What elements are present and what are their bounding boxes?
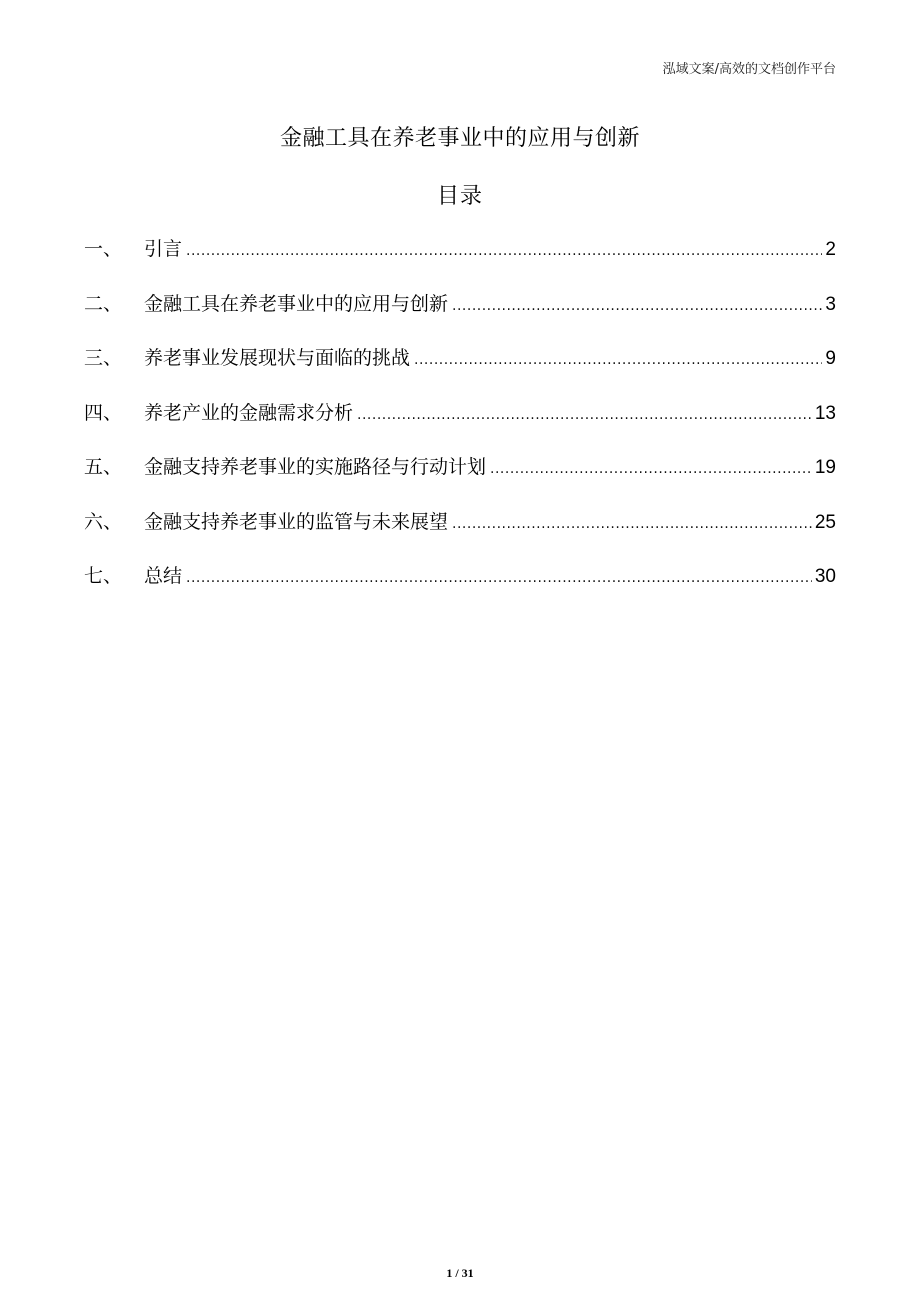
toc-entry-title[interactable]: 金融支持养老事业的实施路径与行动计划 [144,456,487,478]
toc-entry-number: 二、 [84,292,123,315]
toc-entry-number: 一、 [84,238,123,260]
page-header-text: 泓域文案/高效的文档创作平台 [662,62,836,77]
toc-entry-page[interactable]: 25 [814,511,836,533]
toc-entry-title[interactable]: 金融支持养老事业的监管与未来展望 [144,510,449,533]
toc-entry-title[interactable]: 总结 [144,565,183,587]
toc-entry-2[interactable] [84,289,836,344]
table-of-contents [84,234,836,616]
toc-heading: 目录 [436,184,483,209]
toc-entry-3[interactable] [84,343,836,398]
toc-entry-page[interactable]: 3 [825,293,836,315]
page-number-indicator: 1 / 31 [446,1266,474,1280]
toc-dot-leader [490,461,812,477]
toc-entry-title[interactable]: 引言 [144,238,183,260]
toc-entry-title[interactable]: 金融工具在养老事业中的应用与创新 [144,292,449,315]
toc-entry-4[interactable] [84,398,836,453]
toc-entry-page[interactable]: 2 [825,239,836,260]
toc-entry-page[interactable]: 9 [825,348,836,369]
toc-entry-6[interactable] [84,507,836,562]
toc-entry-number: 六、 [84,510,123,533]
toc-dot-leader [452,516,812,532]
document-title: 金融工具在养老事业中的应用与创新 [279,126,640,151]
toc-entry-5[interactable] [84,452,836,507]
toc-dot-leader [414,352,822,368]
toc-entry-title[interactable]: 养老产业的金融需求分析 [144,401,354,424]
toc-dot-leader [357,407,812,423]
toc-entry-number: 四、 [84,401,123,424]
toc-entry-page[interactable]: 13 [814,402,836,424]
toc-entry-page[interactable]: 19 [814,457,836,478]
toc-dot-leader [452,298,822,314]
toc-dot-leader [186,243,822,259]
toc-entry-1[interactable] [84,234,836,289]
toc-entry-title[interactable]: 养老事业发展现状与面临的挑战 [144,347,411,369]
toc-entry-7[interactable] [84,561,836,616]
toc-entry-number: 三、 [84,347,123,369]
toc-entry-page[interactable]: 30 [814,566,836,587]
toc-entry-number: 五、 [84,456,123,478]
toc-entry-number: 七、 [84,565,123,587]
toc-dot-leader [186,570,812,586]
